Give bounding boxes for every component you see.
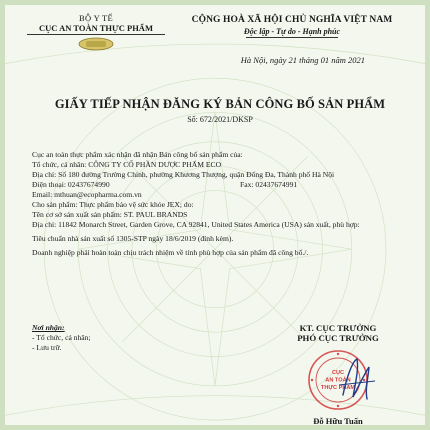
place-date: Hà Nội, ngày 21 tháng 01 năm 2021	[240, 55, 365, 65]
responsibility-line: Doanh nghiệp phải hoàn toàn chịu trách nhiệm về tính phù hợp của sản phẩm đã công bố./.	[32, 248, 309, 257]
signer-name: Đỗ Hữu Tuấn	[313, 416, 363, 426]
ministry-name: BỘ Y TẾ	[79, 13, 113, 23]
national-header	[171, 15, 413, 38]
manufacturer-address-line: Địa chỉ: 11842 Monarch Street, Garden Grove, CA 92841, United States America (USA) sản xuất, phù hợp:	[32, 220, 360, 229]
fax-line: Fax: 02437674991	[240, 180, 298, 189]
handwritten-signature-icon	[335, 355, 381, 403]
signer-title-1: KT. CỤC TRƯỞNG	[299, 323, 377, 333]
national-motto: Độc lập - Tự do - Hạnh phúc	[243, 27, 341, 36]
standard-line: Tiêu chuẩn nhà sản xuất số 1305-STP ngày 18/6/2019 (đính kèm).	[32, 234, 234, 243]
stamp-text-1: CỤC	[331, 370, 345, 376]
document-title: GIẤY TIẾP NHẬN ĐĂNG KÝ BẢN CÔNG BỐ SẢN PHẨM	[54, 97, 386, 111]
signer-title-2: PHÓ CỤC TRƯỞNG	[297, 333, 379, 343]
country-name: CỘNG HOÀ XÃ HỘI CHỦ NGHĨA VIỆT NAM	[191, 15, 393, 25]
phone-line: Điện thoại: 02437674990	[32, 180, 110, 189]
intro-line: Cục an toàn thực phẩm xác nhận đã nhận Bản công bố sản phẩm của:	[32, 150, 243, 159]
document-number: Số: 672/2021/DKSP	[187, 115, 253, 124]
agency-name: CỤC AN TOÀN THỰC PHẨM	[27, 23, 165, 35]
recipients-title: Nơi nhận:	[32, 323, 65, 332]
stamp-text-2: AN TOÀN	[325, 377, 351, 384]
signature-block	[273, 323, 403, 343]
organization-line: Tổ chức, cá nhân: CÔNG TY CỔ PHẦN DƯỢC PHẨM ECO	[32, 160, 222, 169]
contact-row	[32, 180, 410, 190]
recipients-block	[32, 323, 91, 353]
document-body	[32, 150, 410, 258]
agency-header	[27, 13, 165, 56]
address-line: Địa chỉ: Số 180 đường Trường Chinh, phường Khương Thượng, quận Đống Đa, Thành phố Hà Nội	[32, 170, 335, 179]
motto-underline	[246, 37, 338, 38]
product-line: Cho sản phẩm: Thực phẩm bảo vệ sức khỏe JEX; do:	[32, 200, 194, 209]
email-line: Email: mthuan@ecopharma.com.vn	[32, 190, 142, 199]
vfa-logo-icon	[78, 37, 114, 51]
manufacturer-line: Tên cơ sở sản xuất sản phẩm: ST. PAUL BRANDS	[32, 210, 188, 219]
stamp-text-3: THỰC PHẨM	[320, 385, 356, 391]
recipient-item: - Lưu trữ.	[32, 343, 62, 352]
recipient-item: - Tổ chức, cá nhân;	[32, 333, 91, 342]
